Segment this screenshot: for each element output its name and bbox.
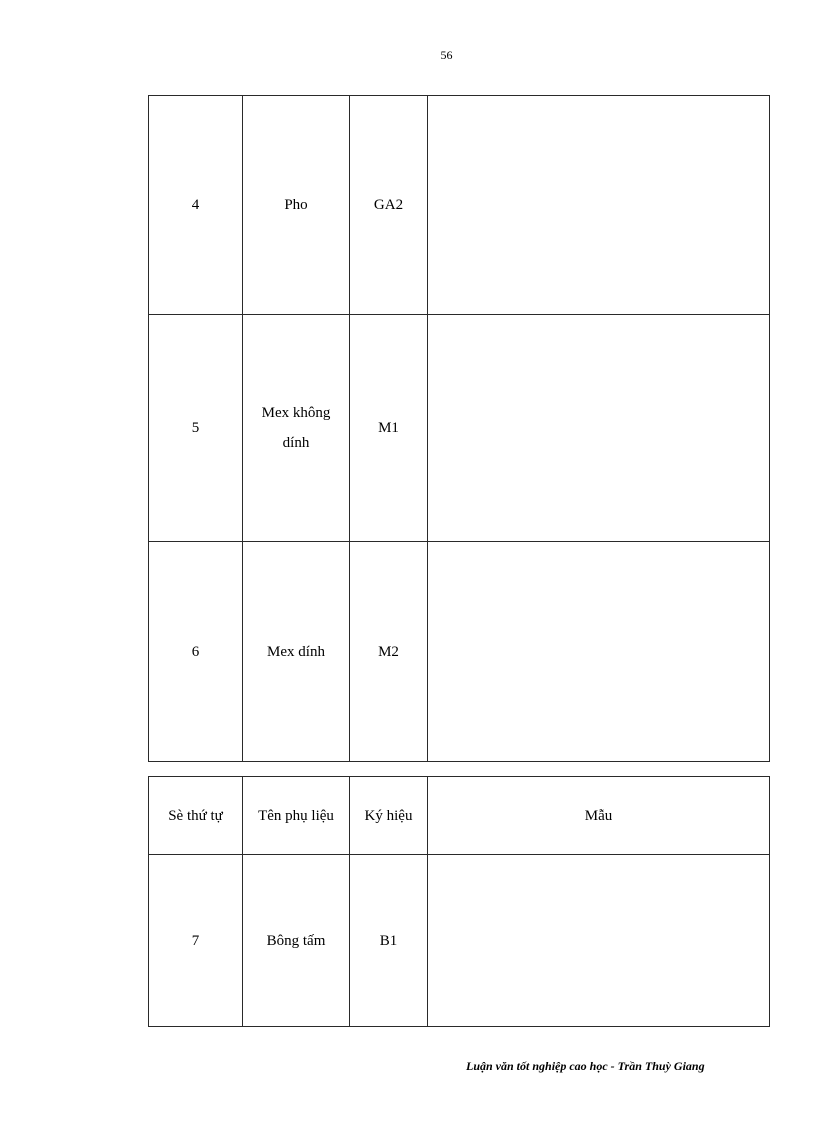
cell-sample [428,542,770,762]
cell-code: B1 [350,855,428,1027]
cell-name: Mex dính [243,542,350,762]
header-name: Tên phụ liệu [243,777,350,855]
cell-name: Bông tấm [243,855,350,1027]
cell-stt: 6 [149,542,243,762]
header-code: Ký hiệu [350,777,428,855]
cell-stt: 5 [149,315,243,542]
page-number: 56 [440,48,453,62]
cell-name: Mex không dính [243,315,350,542]
header-sample: Mẫu [428,777,770,855]
table-row [149,96,770,315]
table-header-row [149,777,770,855]
cell-stt: 4 [149,96,243,315]
cell-code: M2 [350,542,428,762]
cell-sample [428,315,770,542]
cell-sample [428,855,770,1027]
accessory-table [148,776,770,1027]
page-footer: Luận văn tốt nghiệp cao học - Trần Thuỳ Giang [466,1059,705,1073]
cell-sample [428,96,770,315]
cell-code: GA2 [350,96,428,315]
table-row [149,855,770,1027]
table-row [149,542,770,762]
cell-name: Pho [243,96,350,315]
cell-stt: 7 [149,855,243,1027]
cell-code: M1 [350,315,428,542]
table-row [149,315,770,542]
header-stt: Sè thứ tự [149,777,243,855]
accessory-table-continued [148,95,770,762]
